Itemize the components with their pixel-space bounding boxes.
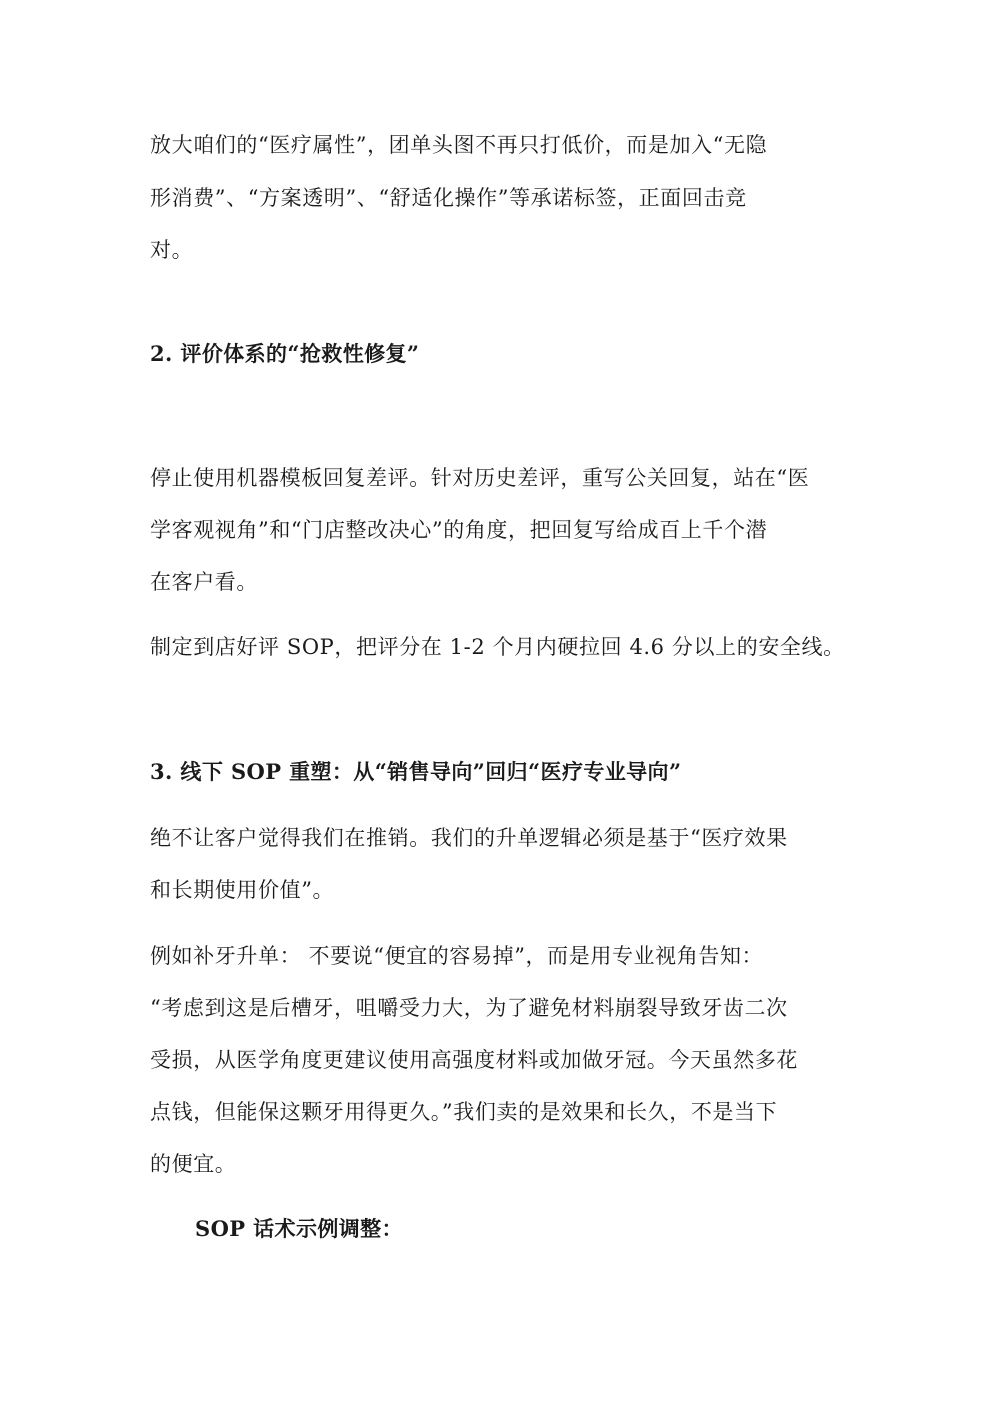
paragraph-line: 放大咱们的“医疗属性”，团单头图不再只打低价，而是加入“无隐 bbox=[150, 133, 768, 157]
paragraph-line: 对。 bbox=[150, 238, 194, 262]
paragraph-line: 制定到店好评 SOP，把评分在 1-2 个月内硬拉回 4.6 分以上的安全线。 bbox=[150, 635, 845, 659]
paragraph-line: 绝不让客户觉得我们在推销。我们的升单逻辑必须是基于“医疗效果 bbox=[150, 826, 788, 850]
paragraph-line: 形消费”、“方案透明”、“舒适化操作”等承诺标签，正面回击竞 bbox=[150, 186, 747, 210]
paragraph-line: 的便宜。 bbox=[150, 1152, 237, 1176]
section-heading-2: 2. 评价体系的“抢救性修复” bbox=[150, 341, 420, 366]
paragraph-line: 学客观视角”和“门店整改决心”的角度，把回复写给成百上千个潜 bbox=[150, 518, 768, 542]
paragraph-line: “考虑到这是后槽牙，咀嚼受力大，为了避免材料崩裂导致牙齿二次 bbox=[150, 996, 788, 1020]
paragraph-line: 例如补牙升单： 不要说“便宜的容易掉”，而是用专业视角告知： bbox=[150, 944, 764, 968]
paragraph-line: 受损，从医学角度更建议使用高强度材料或加做牙冠。今天虽然多花 bbox=[150, 1048, 798, 1072]
paragraph-line: 点钱，但能保这颗牙用得更久。”我们卖的是效果和长久，不是当下 bbox=[150, 1100, 778, 1124]
subheading-sop-script: SOP 话术示例调整： bbox=[195, 1216, 403, 1241]
section-heading-3: 3. 线下 SOP 重塑：从“销售导向”回归“医疗专业导向” bbox=[150, 759, 682, 784]
paragraph-line: 在客户看。 bbox=[150, 570, 258, 594]
paragraph-line: 停止使用机器模板回复差评。针对历史差评，重写公关回复，站在“医 bbox=[150, 466, 810, 490]
paragraph-line: 和长期使用价值”。 bbox=[150, 878, 335, 902]
